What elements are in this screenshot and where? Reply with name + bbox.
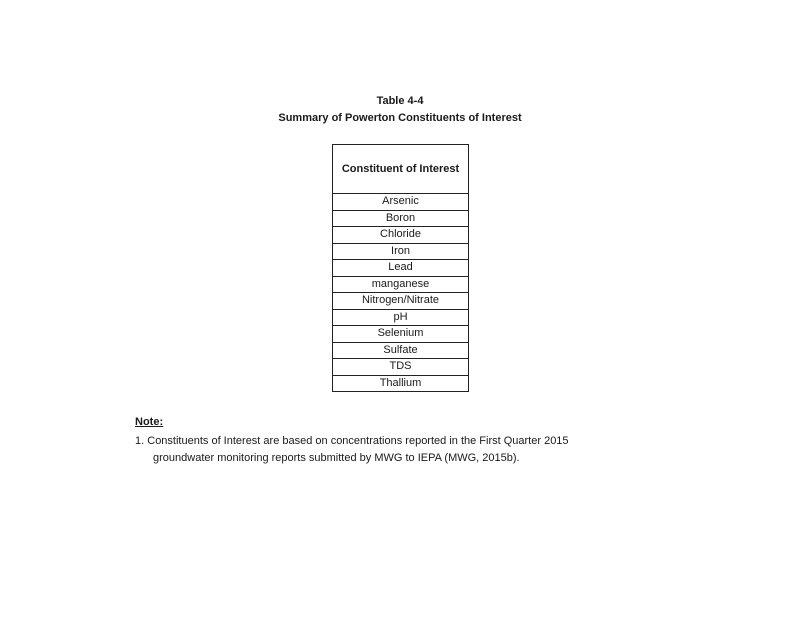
note-text [135, 433, 625, 467]
table-cell: manganese [333, 276, 469, 293]
note-line-1: Constituents of Interest are based on concentrations reported in the First Quarter 2015 [147, 435, 569, 447]
table-row [333, 342, 469, 359]
table-row [333, 276, 469, 293]
table-cell: Iron [333, 243, 469, 260]
table-cell: Boron [333, 210, 469, 227]
table-cell: pH [333, 309, 469, 326]
table-cell: Selenium [333, 326, 469, 343]
note-number: 1. [135, 435, 145, 447]
table-row [333, 260, 469, 277]
table-header: Constituent of Interest [333, 145, 469, 194]
table-row [333, 227, 469, 244]
note-line-2: groundwater monitoring reports submitted by MWG to IEPA (MWG, 2015b). [153, 452, 520, 464]
table-cell: Arsenic [333, 194, 469, 211]
constituents-table [332, 144, 469, 392]
note-label: Note: [135, 416, 164, 428]
table-title: Summary of Powerton Constituents of Interest [278, 112, 522, 124]
table-cell: Lead [333, 260, 469, 277]
table-number: Table 4-4 [376, 95, 424, 107]
table-cell: Nitrogen/Nitrate [333, 293, 469, 310]
table-row [333, 243, 469, 260]
table-cell: Chloride [333, 227, 469, 244]
table-row [333, 309, 469, 326]
table-row [333, 326, 469, 343]
table-row [333, 210, 469, 227]
table-cell: Sulfate [333, 342, 469, 359]
table-row [333, 194, 469, 211]
table-row [333, 375, 469, 392]
table-cell: Thallium [333, 375, 469, 392]
table-row [333, 293, 469, 310]
table-cell: TDS [333, 359, 469, 376]
table-row [333, 359, 469, 376]
